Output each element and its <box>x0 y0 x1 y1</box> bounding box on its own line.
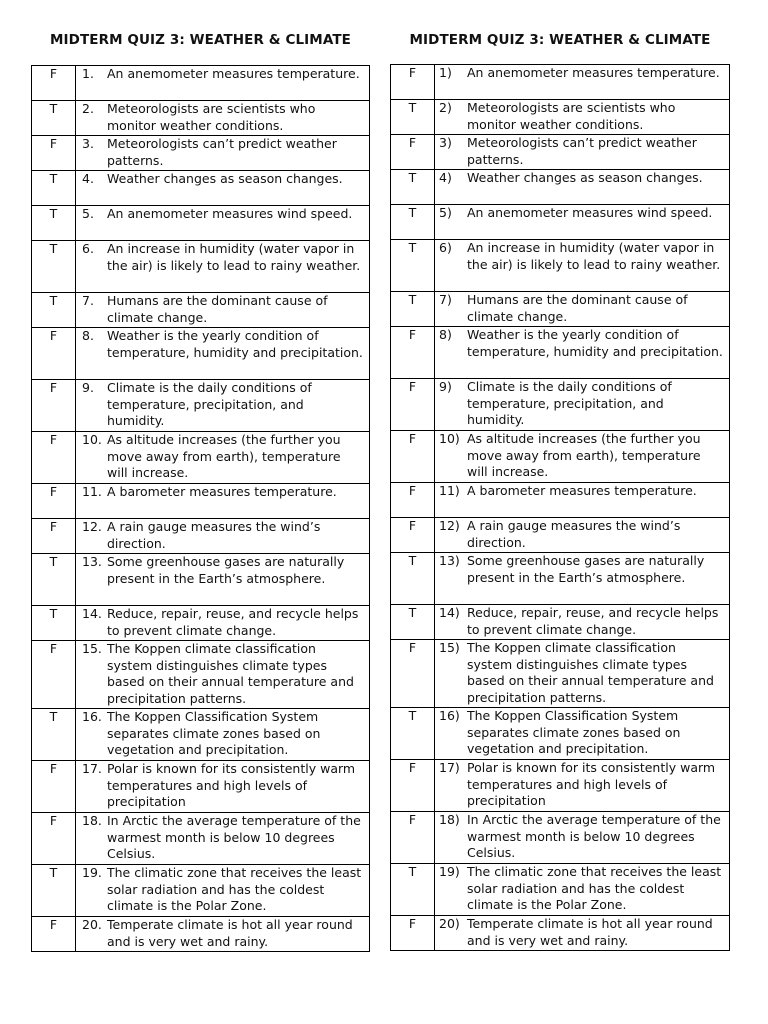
quiz-row <box>391 205 730 240</box>
question <box>435 760 729 810</box>
question-cell <box>435 640 730 708</box>
question <box>435 327 729 360</box>
question-number: 14. <box>82 606 102 621</box>
answer-cell: T <box>32 709 76 761</box>
quiz-row <box>391 916 730 951</box>
quiz-row <box>32 66 370 101</box>
question-text: Meteorologists can’t predict weather patterns. <box>107 136 337 168</box>
quiz-row <box>391 100 730 135</box>
question-number: 10) <box>439 431 460 446</box>
question <box>435 65 729 82</box>
question-number: 5. <box>82 206 94 221</box>
answer-cell: F <box>32 917 76 952</box>
question-text: The Koppen Classification System separates climate zones based on vegetation and precipitation. <box>467 708 681 757</box>
quiz-row <box>32 761 370 813</box>
answer-cell: F <box>32 432 76 484</box>
question-number: 15. <box>82 641 102 656</box>
question <box>76 136 369 169</box>
question-text: In Arctic the average temperature of the warmest month is below 10 degrees Celsius. <box>107 813 361 862</box>
quiz-row <box>32 813 370 865</box>
question-cell <box>435 553 730 605</box>
answer-cell: F <box>32 328 76 380</box>
question-text: Weather is the yearly condition of temperature, humidity and precipitation. <box>107 328 363 360</box>
quiz-row <box>391 605 730 640</box>
quiz-row <box>32 554 370 606</box>
question-text: The climatic zone that receives the least solar radiation and has the coldest climate is the Polar Zone. <box>107 865 362 914</box>
question-number: 1. <box>82 66 94 81</box>
answer-cell: F <box>32 519 76 554</box>
answer-cell: T <box>391 553 435 605</box>
question-text: A barometer measures temperature. <box>107 484 337 499</box>
question-number: 19. <box>82 865 102 880</box>
answer-cell: T <box>391 100 435 135</box>
question <box>435 205 729 222</box>
question-text: Meteorologists are scientists who monitor weather conditions. <box>107 101 316 133</box>
question-cell <box>435 483 730 518</box>
question-cell <box>435 100 730 135</box>
quiz-row <box>32 865 370 917</box>
question-cell <box>435 518 730 553</box>
quiz-row <box>391 640 730 708</box>
question-number: 18) <box>439 812 460 827</box>
question-cell <box>76 171 370 206</box>
quiz-table <box>390 64 730 951</box>
question <box>435 518 729 551</box>
question-number: 10. <box>82 432 102 447</box>
answer-cell: T <box>391 292 435 327</box>
question-number: 15) <box>439 640 460 655</box>
answer-cell: F <box>391 327 435 379</box>
quiz-row <box>32 328 370 380</box>
question <box>76 606 369 639</box>
question-cell <box>435 431 730 483</box>
quiz-table <box>31 65 370 952</box>
question <box>76 519 369 552</box>
question-text: Humans are the dominant cause of climate change. <box>467 292 688 324</box>
question-text: Some greenhouse gases are naturally present in the Earth’s atmosphere. <box>107 554 345 586</box>
answer-cell: T <box>391 205 435 240</box>
question-cell <box>76 328 370 380</box>
question <box>435 431 729 481</box>
quiz-row <box>32 293 370 328</box>
quiz-row <box>391 518 730 553</box>
question-text: Meteorologists can’t predict weather patterns. <box>467 135 697 167</box>
quiz-row <box>32 136 370 171</box>
question-number: 9. <box>82 380 94 395</box>
question-cell <box>435 135 730 170</box>
question-text: A rain gauge measures the wind’s direction. <box>467 518 681 550</box>
question-cell <box>76 917 370 952</box>
answer-cell: F <box>391 65 435 100</box>
question-text: Reduce, repair, reuse, and recycle helps to prevent climate change. <box>107 606 359 638</box>
question-cell <box>76 709 370 761</box>
question-number: 2. <box>82 101 94 116</box>
question-number: 4) <box>439 170 452 185</box>
question-text: Weather changes as season changes. <box>467 170 703 185</box>
answer-cell: T <box>32 293 76 328</box>
answer-cell: T <box>32 171 76 206</box>
question-text: Weather is the yearly condition of temperature, humidity and precipitation. <box>467 327 723 359</box>
question-text: The Koppen climate classification system distinguishes climate types based on their annual temperature and precipitation patterns. <box>467 640 714 706</box>
answer-cell: T <box>391 864 435 916</box>
question <box>435 240 729 273</box>
question-number: 13) <box>439 553 460 568</box>
question-cell <box>435 708 730 760</box>
question-number: 20. <box>82 917 102 932</box>
question <box>76 865 369 915</box>
question-text: Temperate climate is hot all year round and is very wet and rainy. <box>467 916 713 948</box>
question-number: 3) <box>439 135 452 150</box>
quiz-row <box>32 519 370 554</box>
question-number: 20) <box>439 916 460 931</box>
quiz-row <box>391 327 730 379</box>
question <box>76 241 369 274</box>
quiz-title: MIDTERM QUIZ 3: WEATHER & CLIMATE <box>50 32 351 48</box>
question-text: Weather changes as season changes. <box>107 171 343 186</box>
question-cell <box>76 293 370 328</box>
question <box>76 293 369 326</box>
quiz-row <box>391 292 730 327</box>
quiz-row <box>391 431 730 483</box>
question-number: 7. <box>82 293 94 308</box>
question-text: An increase in humidity (water vapor in the air) is likely to lead to rainy weather. <box>107 241 361 273</box>
quiz-row <box>32 606 370 641</box>
question-text: Meteorologists are scientists who monitor weather conditions. <box>467 100 676 132</box>
question-cell <box>435 65 730 100</box>
question-number: 12) <box>439 518 460 533</box>
answer-cell: F <box>391 518 435 553</box>
question-cell <box>76 241 370 293</box>
question-text: Some greenhouse gases are naturally present in the Earth’s atmosphere. <box>467 553 705 585</box>
question <box>435 483 729 500</box>
quiz-row <box>391 65 730 100</box>
question <box>76 328 369 361</box>
question-cell <box>76 206 370 241</box>
quiz-row <box>391 379 730 431</box>
question-number: 4. <box>82 171 94 186</box>
question <box>76 917 369 950</box>
question-text: As altitude increases (the further you move away from earth), temperature will increase. <box>467 431 701 480</box>
question-text: The climatic zone that receives the least solar radiation and has the coldest climate is the Polar Zone. <box>467 864 722 913</box>
question-cell <box>435 760 730 812</box>
question-cell <box>76 813 370 865</box>
answer-cell: F <box>32 484 76 519</box>
quiz-row <box>32 206 370 241</box>
question <box>76 101 369 134</box>
question-text: Humans are the dominant cause of climate change. <box>107 293 328 325</box>
question-number: 19) <box>439 864 460 879</box>
answer-cell: T <box>391 170 435 205</box>
question <box>76 813 369 863</box>
question <box>435 170 729 187</box>
answer-cell: T <box>32 554 76 606</box>
question-text: Temperate climate is hot all year round and is very wet and rainy. <box>107 917 353 949</box>
answer-cell: T <box>32 241 76 293</box>
question-cell <box>76 606 370 641</box>
question-cell <box>76 519 370 554</box>
question-number: 8. <box>82 328 94 343</box>
quiz-row <box>32 241 370 293</box>
question-text: An anemometer measures wind speed. <box>107 206 353 221</box>
question-cell <box>76 641 370 709</box>
question-text: As altitude increases (the further you move away from earth), temperature will increase. <box>107 432 341 481</box>
answer-cell: F <box>32 813 76 865</box>
question-number: 11) <box>439 483 460 498</box>
quiz-row <box>391 483 730 518</box>
question-number: 5) <box>439 205 452 220</box>
question-cell <box>435 379 730 431</box>
question <box>76 66 369 83</box>
question-text: A rain gauge measures the wind’s direction. <box>107 519 321 551</box>
question-number: 13. <box>82 554 102 569</box>
question-number: 1) <box>439 65 452 80</box>
answer-cell: F <box>391 916 435 951</box>
question-number: 14) <box>439 605 460 620</box>
answer-cell: F <box>391 379 435 431</box>
question-number: 6. <box>82 241 94 256</box>
question-text: An increase in humidity (water vapor in the air) is likely to lead to rainy weather. <box>467 240 721 272</box>
question-number: 6) <box>439 240 452 255</box>
question <box>76 554 369 587</box>
question-cell <box>435 812 730 864</box>
question <box>435 553 729 586</box>
question <box>76 171 369 188</box>
question-number: 9) <box>439 379 452 394</box>
answer-cell: T <box>32 101 76 136</box>
question-text: An anemometer measures wind speed. <box>467 205 713 220</box>
question <box>435 708 729 758</box>
question <box>435 292 729 325</box>
quiz-row <box>32 432 370 484</box>
quiz-row <box>391 708 730 760</box>
answer-cell: F <box>32 66 76 101</box>
question-text: Reduce, repair, reuse, and recycle helps to prevent climate change. <box>467 605 719 637</box>
question-cell <box>76 136 370 171</box>
question-number: 8) <box>439 327 452 342</box>
question <box>76 432 369 482</box>
question-number: 12. <box>82 519 102 534</box>
question-number: 17. <box>82 761 102 776</box>
question-text: The Koppen Classification System separates climate zones based on vegetation and precipitation. <box>107 709 321 758</box>
question-cell <box>435 605 730 640</box>
question <box>435 100 729 133</box>
question <box>435 640 729 707</box>
question-number: 16. <box>82 709 102 724</box>
question-cell <box>76 761 370 813</box>
answer-cell: F <box>32 136 76 171</box>
question <box>76 484 369 501</box>
answer-cell: T <box>391 708 435 760</box>
answer-cell: T <box>32 865 76 917</box>
question <box>435 605 729 638</box>
question <box>435 135 729 168</box>
quiz-row <box>32 641 370 709</box>
question-text: Climate is the daily conditions of temperature, precipitation, and humidity. <box>107 380 312 429</box>
question <box>435 864 729 914</box>
quiz-row <box>391 553 730 605</box>
answer-cell: F <box>391 640 435 708</box>
question-cell <box>76 101 370 136</box>
answer-cell: F <box>32 641 76 709</box>
question-text: The Koppen climate classification system distinguishes climate types based on their annual temperature and precipitation patterns. <box>107 641 354 707</box>
question <box>435 379 729 429</box>
question-cell <box>76 865 370 917</box>
question-number: 7) <box>439 292 452 307</box>
question-cell <box>76 554 370 606</box>
question <box>76 380 369 430</box>
question-number: 2) <box>439 100 452 115</box>
quiz-row <box>32 709 370 761</box>
quiz-row <box>391 812 730 864</box>
question-number: 11. <box>82 484 102 499</box>
question-cell <box>435 292 730 327</box>
quiz-row <box>391 240 730 292</box>
quiz-row <box>32 171 370 206</box>
quiz-row <box>32 917 370 952</box>
question-number: 16) <box>439 708 460 723</box>
answer-cell: F <box>32 380 76 432</box>
question <box>76 206 369 223</box>
question-text: A barometer measures temperature. <box>467 483 697 498</box>
question-number: 18. <box>82 813 102 828</box>
question-cell <box>435 916 730 951</box>
answer-cell: T <box>32 606 76 641</box>
question-cell <box>435 205 730 240</box>
answer-cell: F <box>391 760 435 812</box>
question-number: 17) <box>439 760 460 775</box>
question <box>76 761 369 811</box>
question <box>435 812 729 862</box>
question-cell <box>435 327 730 379</box>
question-text: Climate is the daily conditions of temperature, precipitation, and humidity. <box>467 379 672 428</box>
quiz-row <box>391 135 730 170</box>
question-cell <box>76 484 370 519</box>
quiz-row <box>391 170 730 205</box>
question-cell <box>76 432 370 484</box>
quiz-row <box>32 484 370 519</box>
question-cell <box>76 66 370 101</box>
quiz-row <box>391 760 730 812</box>
question-cell <box>435 170 730 205</box>
question-number: 3. <box>82 136 94 151</box>
question-text: An anemometer measures temperature. <box>467 65 720 80</box>
question-text: Polar is known for its consistently warm temperatures and high levels of precipitation <box>107 761 356 810</box>
answer-cell: F <box>391 812 435 864</box>
question-cell <box>76 380 370 432</box>
answer-cell: F <box>391 135 435 170</box>
quiz-row <box>391 864 730 916</box>
answer-cell: T <box>391 240 435 292</box>
quiz-row <box>32 101 370 136</box>
answer-cell: F <box>32 761 76 813</box>
answer-cell: F <box>391 431 435 483</box>
answer-cell: T <box>391 605 435 640</box>
question <box>76 641 369 708</box>
question <box>435 916 729 949</box>
question-text: In Arctic the average temperature of the warmest month is below 10 degrees Celsius. <box>467 812 721 861</box>
question <box>76 709 369 759</box>
quiz-title: MIDTERM QUIZ 3: WEATHER & CLIMATE <box>409 32 711 48</box>
question-text: An anemometer measures temperature. <box>107 66 360 81</box>
quiz-row <box>32 380 370 432</box>
answer-cell: F <box>391 483 435 518</box>
question-text: Polar is known for its consistently warm temperatures and high levels of precipitation <box>467 760 716 809</box>
answer-cell: T <box>32 206 76 241</box>
question-cell <box>435 864 730 916</box>
question-cell <box>435 240 730 292</box>
